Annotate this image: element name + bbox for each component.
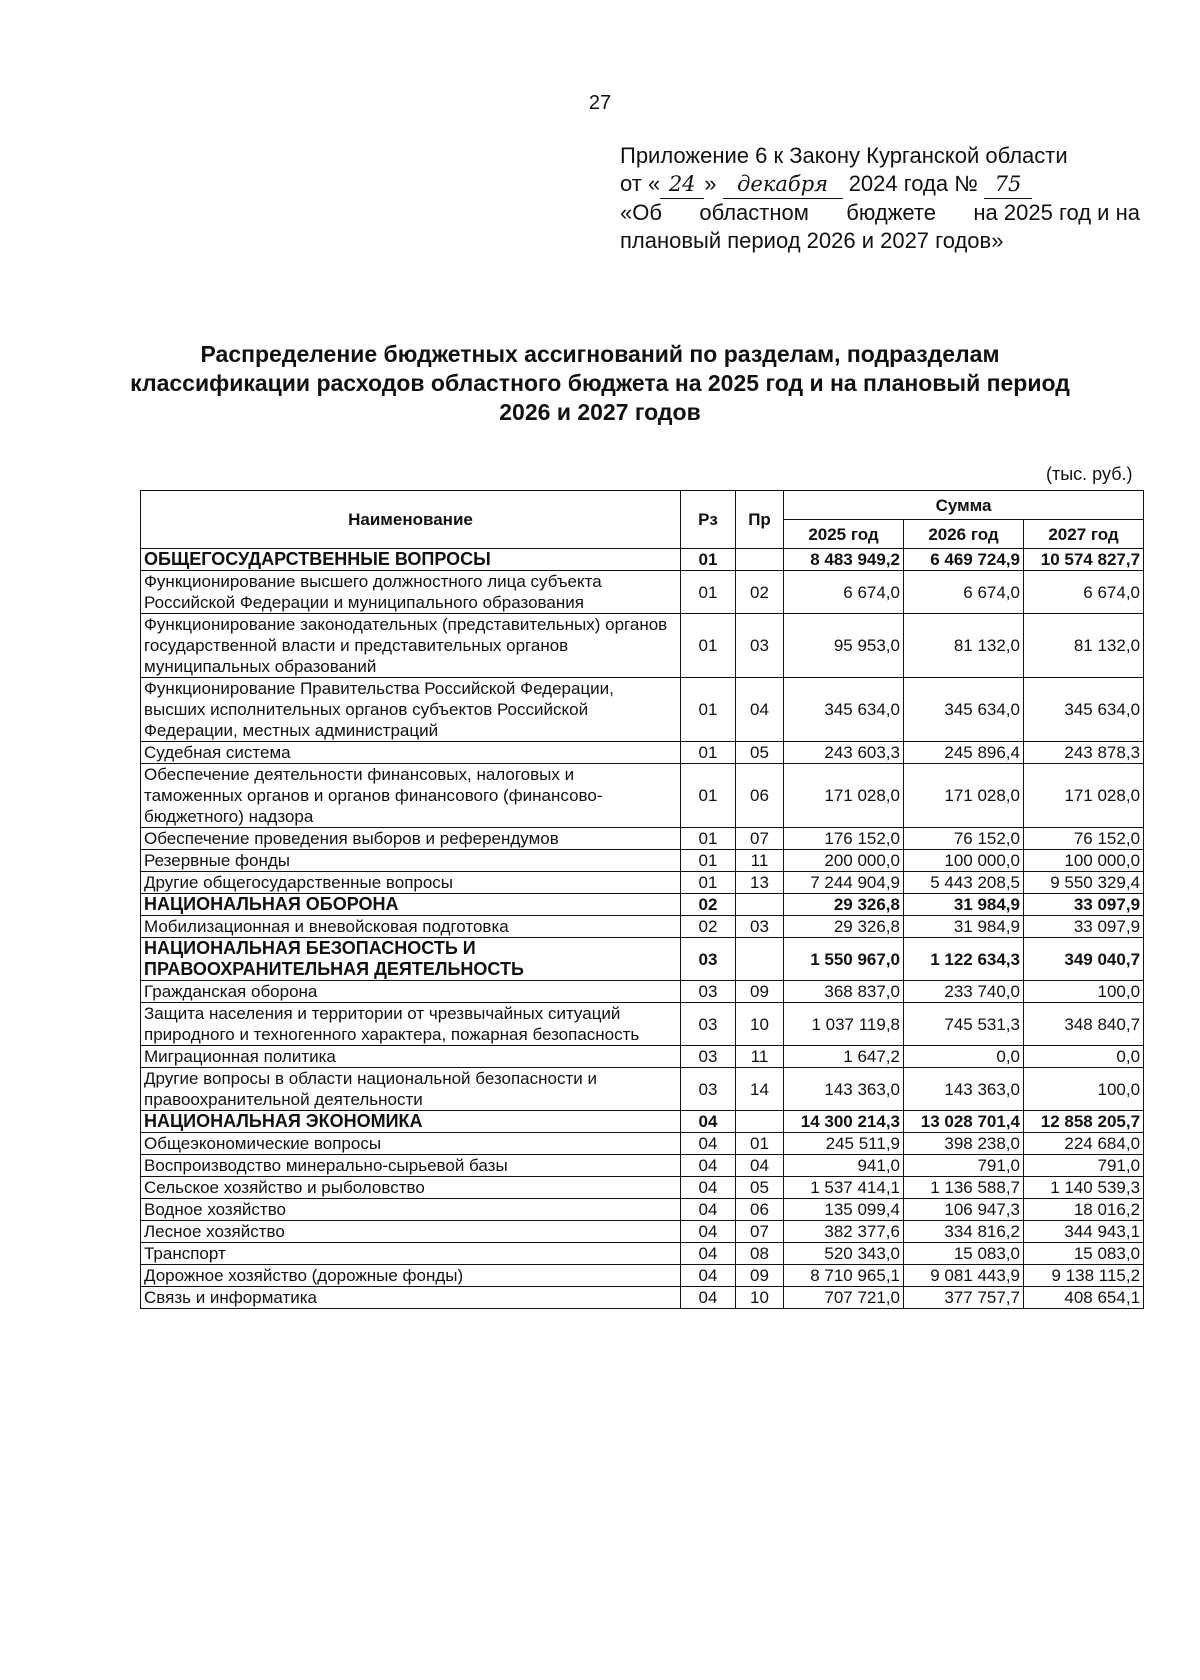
handwritten-month: декабря [723, 170, 843, 199]
cell-name: Другие общегосударственные вопросы [141, 872, 681, 894]
cell-2025: 176 152,0 [784, 828, 904, 850]
cell-name: Воспроизводство минерально-сырьевой базы [141, 1155, 681, 1177]
header-2027: 2027 год [1024, 520, 1144, 549]
cell-pr: 05 [736, 742, 784, 764]
cell-2025: 95 953,0 [784, 614, 904, 678]
cell-2026: 13 028 701,4 [904, 1111, 1024, 1133]
cell-2027: 345 634,0 [1024, 678, 1144, 742]
cell-2027: 408 654,1 [1024, 1287, 1144, 1309]
section-row [141, 938, 1144, 981]
cell-pr: 09 [736, 1265, 784, 1287]
table-row [141, 1199, 1144, 1221]
cell-2025: 14 300 214,3 [784, 1111, 904, 1133]
table-row [141, 614, 1144, 678]
cell-rz: 04 [681, 1111, 736, 1133]
table-row [141, 764, 1144, 828]
cell-2026: 31 984,9 [904, 894, 1024, 916]
cell-2027: 243 878,3 [1024, 742, 1144, 764]
cell-pr: 14 [736, 1068, 784, 1111]
cell-rz: 03 [681, 938, 736, 981]
cell-2026: 0,0 [904, 1046, 1024, 1068]
cell-rz: 04 [681, 1221, 736, 1243]
cell-2027: 9 138 115,2 [1024, 1265, 1144, 1287]
cell-pr: 11 [736, 1046, 784, 1068]
cell-2025: 29 326,8 [784, 894, 904, 916]
cell-name: Обеспечение проведения выборов и референдумов [141, 828, 681, 850]
cell-pr: 06 [736, 764, 784, 828]
cell-2026: 76 152,0 [904, 828, 1024, 850]
cell-2027: 6 674,0 [1024, 571, 1144, 614]
table-row [141, 916, 1144, 938]
cell-pr: 08 [736, 1243, 784, 1265]
cell-rz: 03 [681, 1068, 736, 1111]
appendix-line-1: Приложение 6 к Закону Курганской области [620, 143, 1068, 168]
cell-rz: 01 [681, 872, 736, 894]
appendix-day-close: » [704, 171, 717, 196]
cell-name: Другие вопросы в области национальной безопасности и правоохранительной деятельности [141, 1068, 681, 1111]
cell-2026: 6 674,0 [904, 571, 1024, 614]
cell-2025: 345 634,0 [784, 678, 904, 742]
cell-pr: 10 [736, 1003, 784, 1046]
table-row [141, 571, 1144, 614]
cell-name: Лесное хозяйство [141, 1221, 681, 1243]
cell-name: Водное хозяйство [141, 1199, 681, 1221]
table-row [141, 742, 1144, 764]
cell-pr: 06 [736, 1199, 784, 1221]
cell-2027: 100,0 [1024, 981, 1144, 1003]
cell-pr: 11 [736, 850, 784, 872]
header-sum: Сумма [784, 491, 1144, 520]
cell-2025: 382 377,6 [784, 1221, 904, 1243]
cell-pr: 01 [736, 1133, 784, 1155]
cell-2026: 745 531,3 [904, 1003, 1024, 1046]
units-label: (тыс. руб.) [1046, 464, 1133, 484]
cell-rz: 04 [681, 1243, 736, 1265]
cell-pr [736, 549, 784, 571]
cell-rz: 01 [681, 764, 736, 828]
table-row [141, 1177, 1144, 1199]
cell-name: Дорожное хозяйство (дорожные фонды) [141, 1265, 681, 1287]
table-row [141, 678, 1144, 742]
cell-rz: 01 [681, 742, 736, 764]
cell-name: Функционирование Правительства Российской Федерации, высших исполнительных органов субъектов Российской Федерации, местных администраций [141, 678, 681, 742]
cell-rz: 01 [681, 614, 736, 678]
cell-2027: 81 132,0 [1024, 614, 1144, 678]
cell-2025: 135 099,4 [784, 1199, 904, 1221]
cell-2027: 344 943,1 [1024, 1221, 1144, 1243]
cell-name: Гражданская оборона [141, 981, 681, 1003]
cell-2026: 1 122 634,3 [904, 938, 1024, 981]
cell-rz: 04 [681, 1155, 736, 1177]
appendix-line-2 [620, 170, 1140, 199]
appendix-line-3 [620, 199, 1140, 227]
cell-pr: 04 [736, 1155, 784, 1177]
cell-2027: 224 684,0 [1024, 1133, 1144, 1155]
cell-2026: 100 000,0 [904, 850, 1024, 872]
cell-pr: 10 [736, 1287, 784, 1309]
cell-pr: 02 [736, 571, 784, 614]
cell-name: Функционирование законодательных (представительных) органов государственной власти и представительных органов муниципальных образований [141, 614, 681, 678]
cell-2027: 348 840,7 [1024, 1003, 1144, 1046]
cell-rz: 03 [681, 1003, 736, 1046]
cell-rz: 02 [681, 894, 736, 916]
cell-2025: 29 326,8 [784, 916, 904, 938]
table-row [141, 1155, 1144, 1177]
cell-2025: 7 244 904,9 [784, 872, 904, 894]
cell-2025: 941,0 [784, 1155, 904, 1177]
cell-2027: 33 097,9 [1024, 916, 1144, 938]
cell-rz: 04 [681, 1199, 736, 1221]
cell-rz: 01 [681, 850, 736, 872]
table-row [141, 981, 1144, 1003]
header-rz: Рз [681, 491, 736, 549]
table-row [141, 828, 1144, 850]
cell-2025: 171 028,0 [784, 764, 904, 828]
cell-2026: 398 238,0 [904, 1133, 1024, 1155]
table-row [141, 1068, 1144, 1111]
header-2025: 2025 год [784, 520, 904, 549]
cell-2026: 5 443 208,5 [904, 872, 1024, 894]
cell-pr: 04 [736, 678, 784, 742]
table-row [141, 1287, 1144, 1309]
cell-2026: 143 363,0 [904, 1068, 1024, 1111]
document-title: Распределение бюджетных ассигнований по разделам, подразделам классификации расходов областного бюджета на 2025 год и на плановый период 2026 и 2027 годов [130, 341, 1070, 425]
table-row [141, 1046, 1144, 1068]
cell-2025: 1 550 967,0 [784, 938, 904, 981]
cell-2025: 8 483 949,2 [784, 549, 904, 571]
cell-name: Транспорт [141, 1243, 681, 1265]
handwritten-number: 75 [984, 170, 1032, 199]
appendix-word-2: областном [699, 200, 809, 225]
cell-2025: 200 000,0 [784, 850, 904, 872]
cell-2026: 334 816,2 [904, 1221, 1024, 1243]
cell-rz: 03 [681, 1046, 736, 1068]
cell-2026: 9 081 443,9 [904, 1265, 1024, 1287]
cell-pr: 05 [736, 1177, 784, 1199]
appendix-line-4: плановый период 2026 и 2027 годов» [620, 228, 1004, 253]
cell-name: НАЦИОНАЛЬНАЯ ОБОРОНА [141, 894, 681, 916]
cell-2026: 1 136 588,7 [904, 1177, 1024, 1199]
cell-2027: 76 152,0 [1024, 828, 1144, 850]
cell-pr [736, 938, 784, 981]
budget-table [140, 490, 1144, 1309]
appendix-word-3: бюджете [846, 200, 936, 225]
appendix-word-4: на 2025 год и на [973, 200, 1140, 225]
cell-2025: 520 343,0 [784, 1243, 904, 1265]
section-row [141, 894, 1144, 916]
cell-2025: 8 710 965,1 [784, 1265, 904, 1287]
cell-2025: 707 721,0 [784, 1287, 904, 1309]
cell-2027: 349 040,7 [1024, 938, 1144, 981]
cell-name: Связь и информатика [141, 1287, 681, 1309]
cell-2025: 1 037 119,8 [784, 1003, 904, 1046]
cell-rz: 04 [681, 1265, 736, 1287]
cell-2027: 9 550 329,4 [1024, 872, 1144, 894]
cell-2025: 6 674,0 [784, 571, 904, 614]
cell-2026: 345 634,0 [904, 678, 1024, 742]
cell-2027: 12 858 205,7 [1024, 1111, 1144, 1133]
cell-pr [736, 1111, 784, 1133]
cell-2027: 15 083,0 [1024, 1243, 1144, 1265]
cell-2027: 100,0 [1024, 1068, 1144, 1111]
cell-2025: 245 511,9 [784, 1133, 904, 1155]
header-pr: Пр [736, 491, 784, 549]
cell-name: Общеэкономические вопросы [141, 1133, 681, 1155]
cell-name: Судебная система [141, 742, 681, 764]
cell-name: Обеспечение деятельности финансовых, налоговых и таможенных органов и органов финансового (финансово-бюджетного) надзора [141, 764, 681, 828]
cell-pr: 03 [736, 614, 784, 678]
table-row [141, 1003, 1144, 1046]
cell-2027: 791,0 [1024, 1155, 1144, 1177]
cell-pr: 13 [736, 872, 784, 894]
cell-2025: 1 647,2 [784, 1046, 904, 1068]
cell-2026: 106 947,3 [904, 1199, 1024, 1221]
cell-2025: 1 537 414,1 [784, 1177, 904, 1199]
cell-name: НАЦИОНАЛЬНАЯ ЭКОНОМИКА [141, 1111, 681, 1133]
cell-2027: 1 140 539,3 [1024, 1177, 1144, 1199]
page-number: 27 [588, 92, 612, 114]
cell-rz: 01 [681, 678, 736, 742]
table-row [141, 1133, 1144, 1155]
appendix-year: 2024 года № [848, 171, 978, 196]
appendix-from: от « [620, 171, 661, 196]
cell-rz: 01 [681, 828, 736, 850]
table-row [141, 850, 1144, 872]
cell-pr: 03 [736, 916, 784, 938]
cell-2027: 18 016,2 [1024, 1199, 1144, 1221]
cell-2026: 377 757,7 [904, 1287, 1024, 1309]
cell-name: ОБЩЕГОСУДАРСТВЕННЫЕ ВОПРОСЫ [141, 549, 681, 571]
header-name: Наименование [141, 491, 681, 549]
cell-name: НАЦИОНАЛЬНАЯ БЕЗОПАСНОСТЬ И ПРАВООХРАНИТЕЛЬНАЯ ДЕЯТЕЛЬНОСТЬ [141, 938, 681, 981]
cell-2026: 245 896,4 [904, 742, 1024, 764]
cell-rz: 04 [681, 1133, 736, 1155]
handwritten-day: 24 [660, 170, 704, 199]
cell-name: Защита населения и территории от чрезвычайных ситуаций природного и техногенного характера, пожарная безопасность [141, 1003, 681, 1046]
cell-rz: 03 [681, 981, 736, 1003]
header-2026: 2026 год [904, 520, 1024, 549]
cell-2027: 100 000,0 [1024, 850, 1144, 872]
cell-2027: 171 028,0 [1024, 764, 1144, 828]
cell-2026: 233 740,0 [904, 981, 1024, 1003]
table-row [141, 872, 1144, 894]
cell-rz: 04 [681, 1177, 736, 1199]
cell-2026: 791,0 [904, 1155, 1024, 1177]
section-row [141, 1111, 1144, 1133]
table-row [141, 1243, 1144, 1265]
cell-name: Функционирование высшего должностного лица субъекта Российской Федерации и муниципального образования [141, 571, 681, 614]
cell-name: Сельское хозяйство и рыболовство [141, 1177, 681, 1199]
section-row [141, 549, 1144, 571]
cell-2026: 15 083,0 [904, 1243, 1024, 1265]
appendix-word-1: «Об [620, 200, 662, 225]
table-row [141, 1265, 1144, 1287]
cell-2026: 31 984,9 [904, 916, 1024, 938]
cell-rz: 02 [681, 916, 736, 938]
cell-2027: 0,0 [1024, 1046, 1144, 1068]
cell-name: Миграционная политика [141, 1046, 681, 1068]
cell-rz: 01 [681, 571, 736, 614]
cell-2025: 243 603,3 [784, 742, 904, 764]
cell-2025: 368 837,0 [784, 981, 904, 1003]
cell-2027: 33 097,9 [1024, 894, 1144, 916]
cell-2026: 81 132,0 [904, 614, 1024, 678]
appendix-header [620, 142, 1140, 255]
cell-pr: 09 [736, 981, 784, 1003]
cell-2025: 143 363,0 [784, 1068, 904, 1111]
cell-name: Резервные фонды [141, 850, 681, 872]
table-row [141, 1221, 1144, 1243]
cell-pr: 07 [736, 1221, 784, 1243]
cell-pr [736, 894, 784, 916]
cell-rz: 01 [681, 549, 736, 571]
cell-pr: 07 [736, 828, 784, 850]
cell-name: Мобилизационная и вневойсковая подготовка [141, 916, 681, 938]
table-body [141, 549, 1144, 1309]
cell-2027: 10 574 827,7 [1024, 549, 1144, 571]
cell-2026: 171 028,0 [904, 764, 1024, 828]
cell-2026: 6 469 724,9 [904, 549, 1024, 571]
cell-rz: 04 [681, 1287, 736, 1309]
